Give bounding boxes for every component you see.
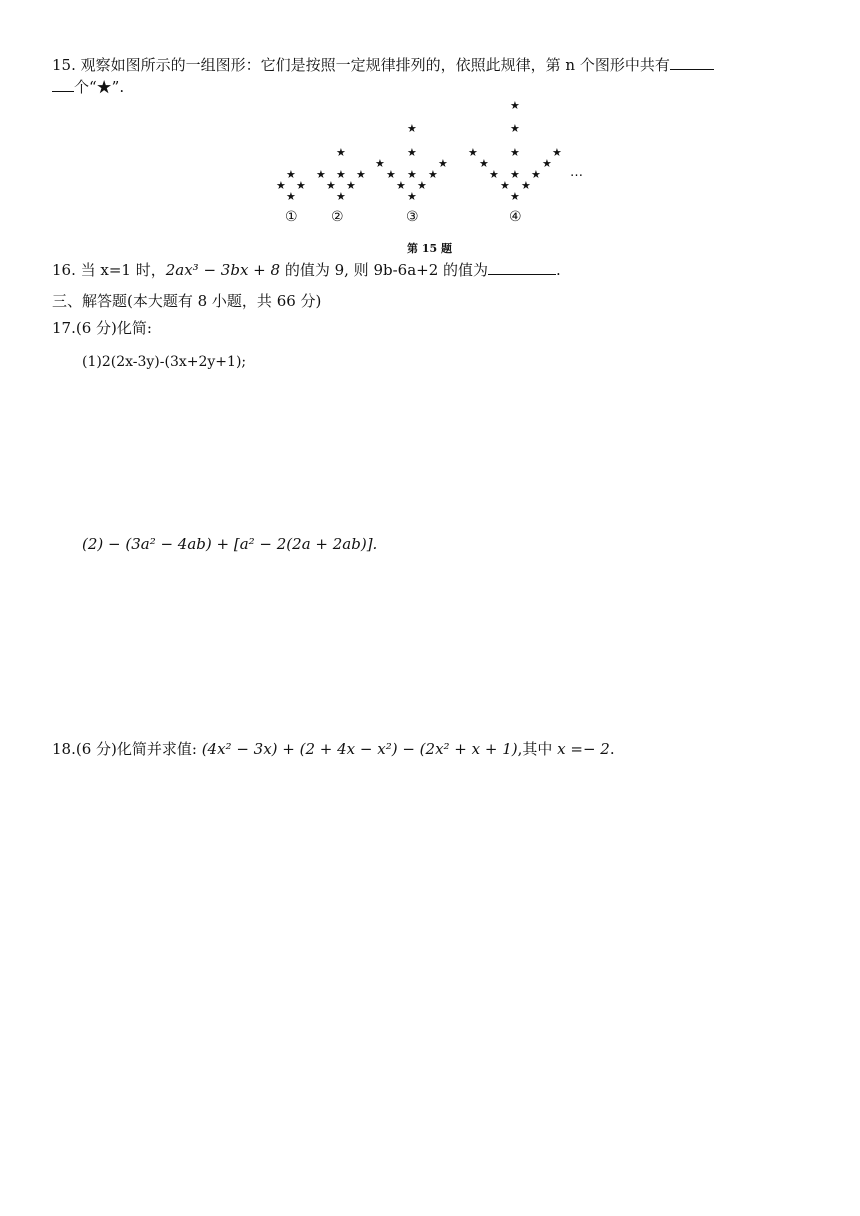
star-icon: ★ [438, 157, 448, 170]
q15-figure-caption: 第 15 题 [407, 242, 452, 255]
figure-number-label-3: ③ [406, 209, 419, 225]
star-icon: ★ [407, 146, 417, 159]
q18-suffix: . [609, 740, 615, 758]
star-icon: ★ [407, 122, 417, 135]
star-icon: ★ [468, 146, 478, 159]
q16-middle: 的值为 9, 则 9b-6a+2 的值为 [280, 261, 489, 279]
q18-value: x =− 2 [557, 740, 610, 758]
star-icon: ★ [510, 146, 520, 159]
pattern-continues-ellipsis: … [570, 165, 583, 180]
star-icon: ★ [396, 179, 406, 192]
q15-text: 15. 观察如图所示的一组图形：它们是按照一定规律排列的，依照此规律，第 n 个图形中共有 [52, 56, 670, 74]
q16-line [52, 260, 561, 280]
q16-suffix: . [556, 261, 561, 279]
star-icon: ★ [521, 179, 531, 192]
star-icon: ★ [510, 190, 520, 203]
figure-number-label-2: ② [331, 209, 344, 225]
section-3-heading: 三、解答题(本大题有 8 小题，共 66 分) [52, 292, 322, 310]
figure-number-label-1: ① [285, 209, 298, 225]
star-icon: ★ [336, 190, 346, 203]
q15-answer-blank[interactable] [670, 55, 714, 70]
star-icon: ★ [386, 168, 396, 181]
star-icon: ★ [417, 179, 427, 192]
star-icon: ★ [407, 190, 417, 203]
star-icon: ★ [286, 190, 296, 203]
star-icon: ★ [375, 157, 385, 170]
star-icon: ★ [510, 168, 520, 181]
q15-text-line2 [52, 77, 124, 97]
figure-number-label-4: ④ [509, 209, 522, 225]
star-icon: ★ [428, 168, 438, 181]
q18-middle: ,其中 [517, 740, 558, 758]
q18-line [52, 739, 615, 759]
star-icon: ★ [531, 168, 541, 181]
q15-text-suffix: 个“★”. [74, 78, 125, 96]
q17-title: 17.(6 分)化简: [52, 319, 152, 337]
star-icon: ★ [542, 157, 552, 170]
star-icon: ★ [286, 168, 296, 181]
star-icon: ★ [500, 179, 510, 192]
star-icon: ★ [510, 99, 520, 112]
q17-part-1: (1)2(2x-3y)-(3x+2y+1); [82, 354, 247, 370]
q15-text-line1 [52, 55, 714, 75]
star-icon: ★ [336, 168, 346, 181]
q15-answer-blank-continued[interactable] [52, 77, 74, 92]
star-icon: ★ [489, 168, 499, 181]
star-icon: ★ [510, 122, 520, 135]
star-icon: ★ [346, 179, 356, 192]
q16-prefix: 16. 当 x=1 时， [52, 261, 166, 279]
star-icon: ★ [356, 168, 366, 181]
star-icon: ★ [296, 179, 306, 192]
q17-part-2: (2) − (3a² − 4ab) + [a² − 2(2a + 2ab)]. [82, 535, 378, 553]
q16-answer-blank[interactable] [488, 260, 556, 275]
star-icon: ★ [479, 157, 489, 170]
star-icon: ★ [407, 168, 417, 181]
star-icon: ★ [326, 179, 336, 192]
star-icon: ★ [276, 179, 286, 192]
q16-expression: 2ax³ − 3bx + 8 [165, 261, 281, 279]
star-icon: ★ [336, 146, 346, 159]
q18-prefix: 18.(6 分)化简并求值: [52, 740, 202, 758]
star-icon: ★ [552, 146, 562, 159]
q15-star-pattern-figure [265, 95, 595, 235]
star-icon: ★ [316, 168, 326, 181]
q18-expression: (4x² − 3x) + (2 + 4x − x²) − (2x² + x + 1) [201, 740, 518, 758]
